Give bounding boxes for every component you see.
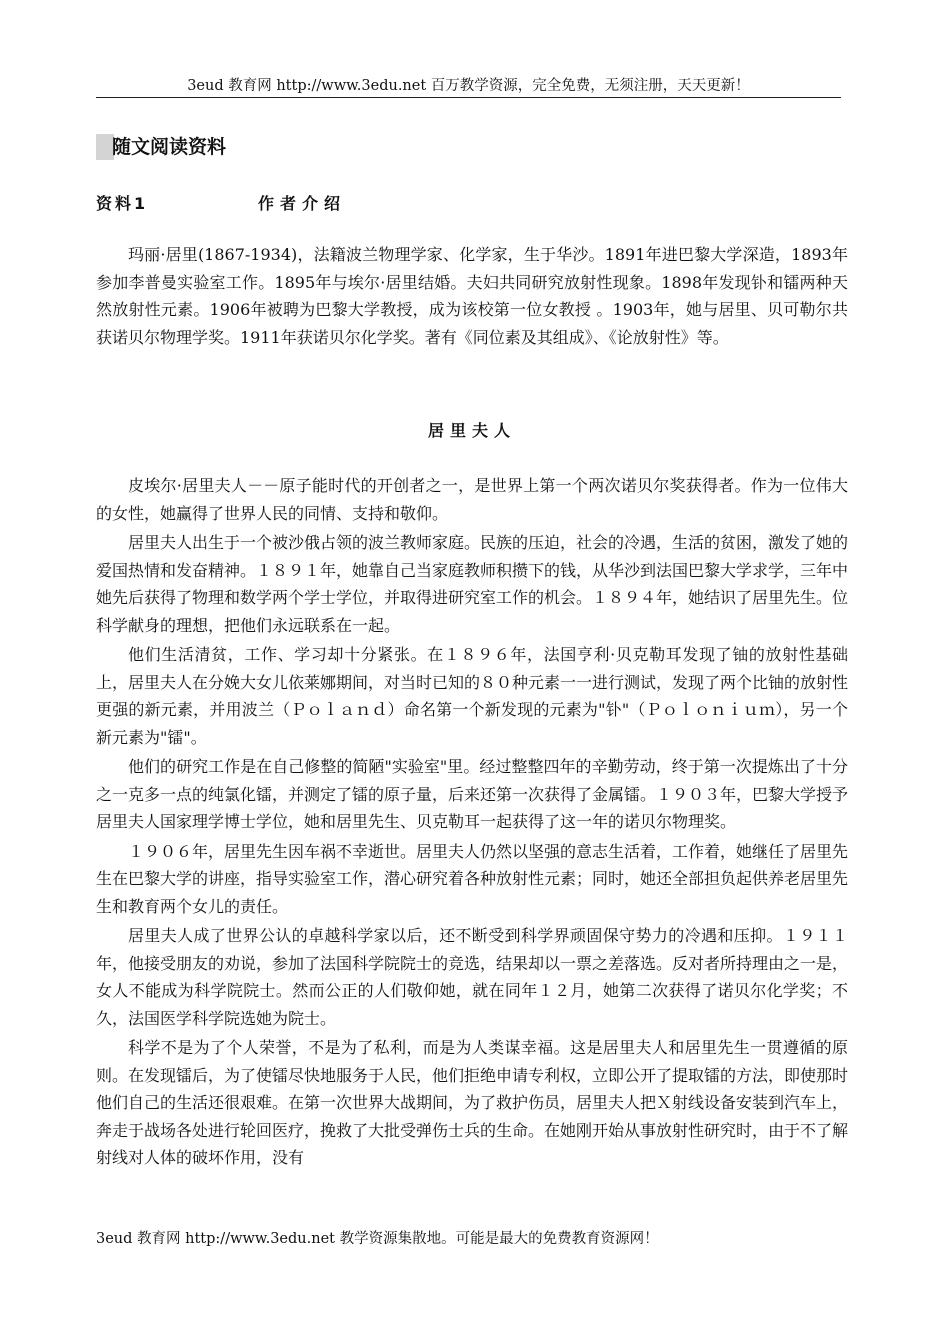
article-paragraph: 居里夫人出生于一个被沙俄占领的波兰教师家庭。民族的压迫，社会的冷遇，生活的贫困，激发了她的爱国热情和发奋精神。１８９１年，她靠自己当家庭教师积攒下的钱，从华沙到法国巴黎大学求学，三年中她先后获得了物理和数学两个学士学位，并取得进研究室工作的机会。１８９４年，她结识了居里先生。位科学献身的理想，把他们永远联系在一起。 bbox=[96, 533, 849, 635]
article-paragraph: １９０６年，居里先生因车祸不幸逝世。居里夫人仍然以坚强的意志生活着，工作着，她继任了居里先生在巴黎大学的讲座，指导实验室工作，潜心研究着各种放射性元素；同时，她还全部担负起供养老居里先生和教育两个女儿的责任。 bbox=[96, 841, 849, 916]
article-paragraph: 他们生活清贫，工作、学习却十分紧张。在１８９６年，法国亨利·贝克勒耳发现了铀的放射性基础上，居里夫人在分娩大女儿依莱娜期间，对当时已知的８０种元素一一进行测试，发现了两个比铀的放射性更强的新元素，并用波兰（Ｐｏｌａｎｄ）命名第一个新发现的元素为"钋"（Ｐｏｌｏｎｉｕｍ），另一个新元素为"镭"。 bbox=[96, 645, 849, 747]
article-paragraph: 他们的研究工作是在自己修整的简陋"实验室"里。经过整整四年的辛勤劳动，终于第一次提炼出了十分之一克多一点的纯氯化镭，并测定了镭的原子量，后来还第一次获得了金属镭。１９０３年，巴黎大学授予居里夫人国家理学博士学位，她和居里先生、贝克勒耳一起获得了这一年的诺贝尔物理奖。 bbox=[96, 757, 849, 831]
article-paragraph: 科学不是为了个人荣誉，不是为了私利，而是为人类谋幸福。这是居里夫人和居里先生一贯遵循的原则。在发现镭后，为了使镭尽快地服务于人民，他们拒绝申请专利权，立即公开了提取镭的方法，即使那时他们自己的生活还很艰难。在第一次世界大战期间，为了救护伤员，居里夫人把Ｘ射线设备安装到汽车上，奔走于战场各处进行轮回医疗，挽救了大批受弹伤士兵的生命。在她刚开始从事放射性研究时，由于不了解射线对人体的破坏作用，没有 bbox=[96, 1038, 849, 1167]
material-title: 作者介绍 bbox=[258, 194, 347, 213]
article-body bbox=[96, 472, 848, 1174]
header-divider bbox=[96, 97, 841, 98]
article-paragraph: 皮埃尔·居里夫人－－原子能时代的开创者之一，是世界上第一个两次诺贝尔奖获得者。作为一位伟大的女性，她赢得了世界人民的同情、支持和敬仰。 bbox=[96, 476, 848, 523]
material-label: 资料1 bbox=[96, 194, 149, 213]
header-text: 3eud 教育网 http://www.3edu.net 百万教学资源，完全免费，无须注册，天天更新！ bbox=[187, 78, 750, 94]
section-heading: 随文阅读资料 bbox=[96, 134, 226, 160]
footer-text: 3eud 教育网 http://www.3edu.net 教学资源集散地。可能是最大的免费教育资源网！ bbox=[96, 1231, 659, 1247]
page-header bbox=[96, 76, 841, 96]
author-intro bbox=[96, 241, 848, 351]
article-paragraph: 居里夫人成了世界公认的卓越科学家以后，还不断受到科学界顽固保守势力的冷遇和压抑。１９１１年，他接受朋友的劝说，参加了法国科学院院士的竞选，结果却以一票之差落选。反对者所持理由之一是，女人不能成为科学院院士。然而公正的人们敬仰她，就在同年１２月，她第二次获得了诺贝尔化学奖；不久，法国医学科学院选她为院士。 bbox=[96, 926, 849, 1028]
intro-paragraph: 玛丽·居里(1867-1934)，法籍波兰物理学家、化学家，生于华沙。1891年进巴黎大学深造，1893年参加李普曼实验室工作。1895年与埃尔·居里结婚。夫妇共同研究放射性现象。1898年发现钋和镭两种天然放射性元素。1906年被聘为巴黎大学教授，成为该校第一位女教授 。1903年，她与居里、贝可勒尔共获诺贝尔物理学奖。1911年获诺贝尔化学奖。著有《同位素及其组成》、《论放射性》等。 bbox=[96, 245, 848, 347]
page-footer bbox=[96, 1229, 841, 1249]
article-title: 居里夫人 bbox=[427, 421, 516, 440]
